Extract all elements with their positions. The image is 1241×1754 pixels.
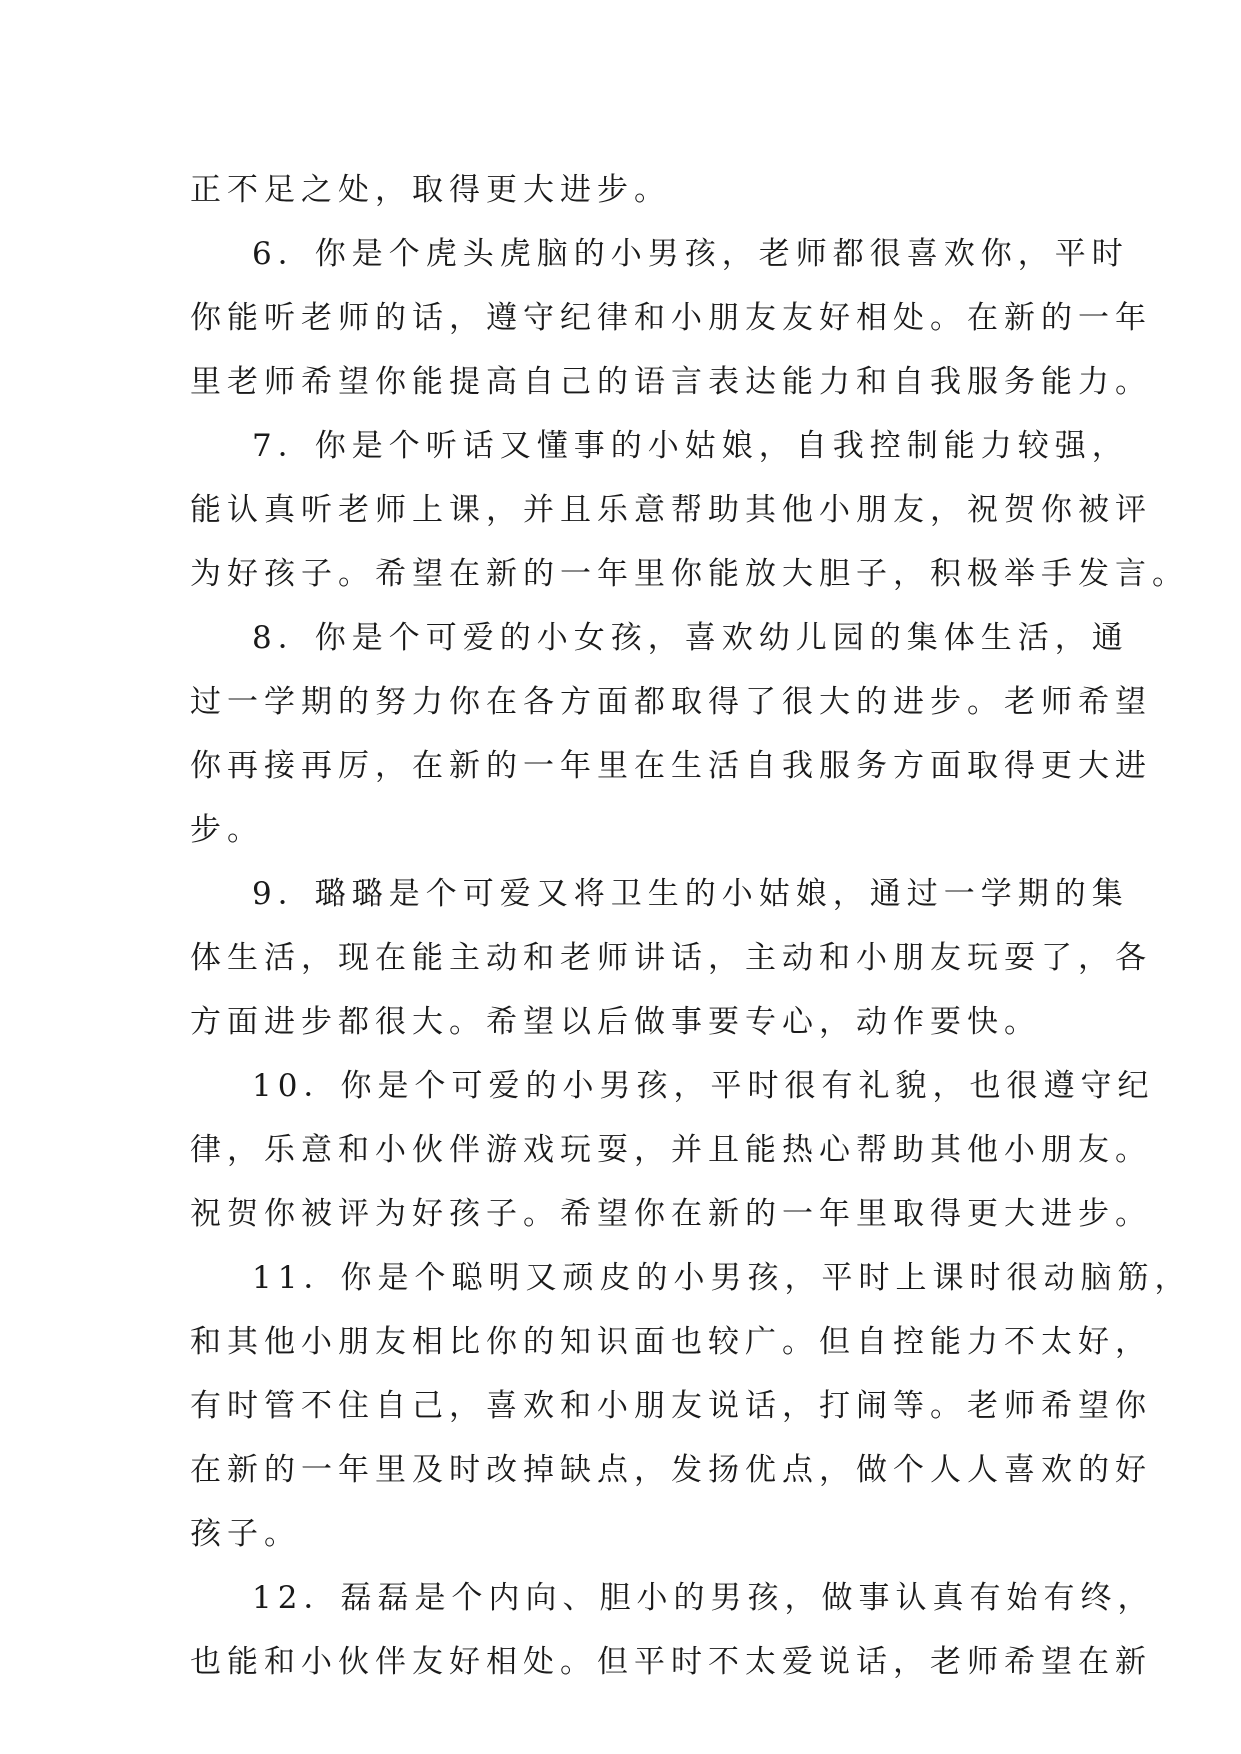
text-line: 体生活，现在能主动和老师讲话，主动和小朋友玩耍了，各	[190, 940, 1152, 976]
comment-10-line: 10．你是个可爱的小男孩，平时很有礼貌，也很遵守纪	[252, 1068, 1155, 1104]
text-line: 在新的一年里及时改掉缺点，发扬优点，做个人人喜欢的好	[190, 1452, 1152, 1488]
text-line: 律，乐意和小伙伴游戏玩耍，并且能热心帮助其他小朋友。	[190, 1132, 1152, 1168]
text-line: 你再接再厉，在新的一年里在生活自我服务方面取得更大进	[190, 748, 1152, 784]
comment-6-line: 6．你是个虎头虎脑的小男孩，老师都很喜欢你，平时	[252, 236, 1129, 272]
comment-8-line: 8．你是个可爱的小女孩，喜欢幼儿园的集体生活，通	[252, 620, 1129, 656]
text-line: 正不足之处，取得更大进步。	[190, 172, 671, 208]
comment-9-line: 9．璐璐是个可爱又将卫生的小姑娘，通过一学期的集	[252, 876, 1129, 912]
text-line: 祝贺你被评为好孩子。希望你在新的一年里取得更大进步。	[190, 1196, 1152, 1232]
text-line: 能认真听老师上课，并且乐意帮助其他小朋友，祝贺你被评	[190, 492, 1152, 528]
text-line: 和其他小朋友相比你的知识面也较广。但自控能力不太好，	[190, 1324, 1152, 1360]
text-line: 为好孩子。希望在新的一年里你能放大胆子，积极举手发言。	[190, 556, 1189, 592]
document-body	[190, 158, 1192, 1694]
text-line: 步。	[190, 812, 264, 848]
comment-12-line: 12．磊磊是个内向、胆小的男孩，做事认真有始有终，	[252, 1580, 1155, 1616]
text-line: 里老师希望你能提高自己的语言表达能力和自我服务能力。	[190, 364, 1152, 400]
text-line: 孩子。	[190, 1516, 301, 1552]
text-line: 方面进步都很大。希望以后做事要专心，动作要快。	[190, 1004, 1041, 1040]
text-line: 有时管不住自己，喜欢和小朋友说话，打闹等。老师希望你	[190, 1388, 1152, 1424]
comment-11-line: 11．你是个聪明又顽皮的小男孩，平时上课时很动脑筋，	[252, 1260, 1192, 1296]
comment-7-line: 7．你是个听话又懂事的小姑娘，自我控制能力较强，	[252, 428, 1129, 464]
text-line: 也能和小伙伴友好相处。但平时不太爱说话，老师希望在新	[190, 1644, 1152, 1680]
text-line: 你能听老师的话，遵守纪律和小朋友友好相处。在新的一年	[190, 300, 1152, 336]
text-line: 过一学期的努力你在各方面都取得了很大的进步。老师希望	[190, 684, 1152, 720]
